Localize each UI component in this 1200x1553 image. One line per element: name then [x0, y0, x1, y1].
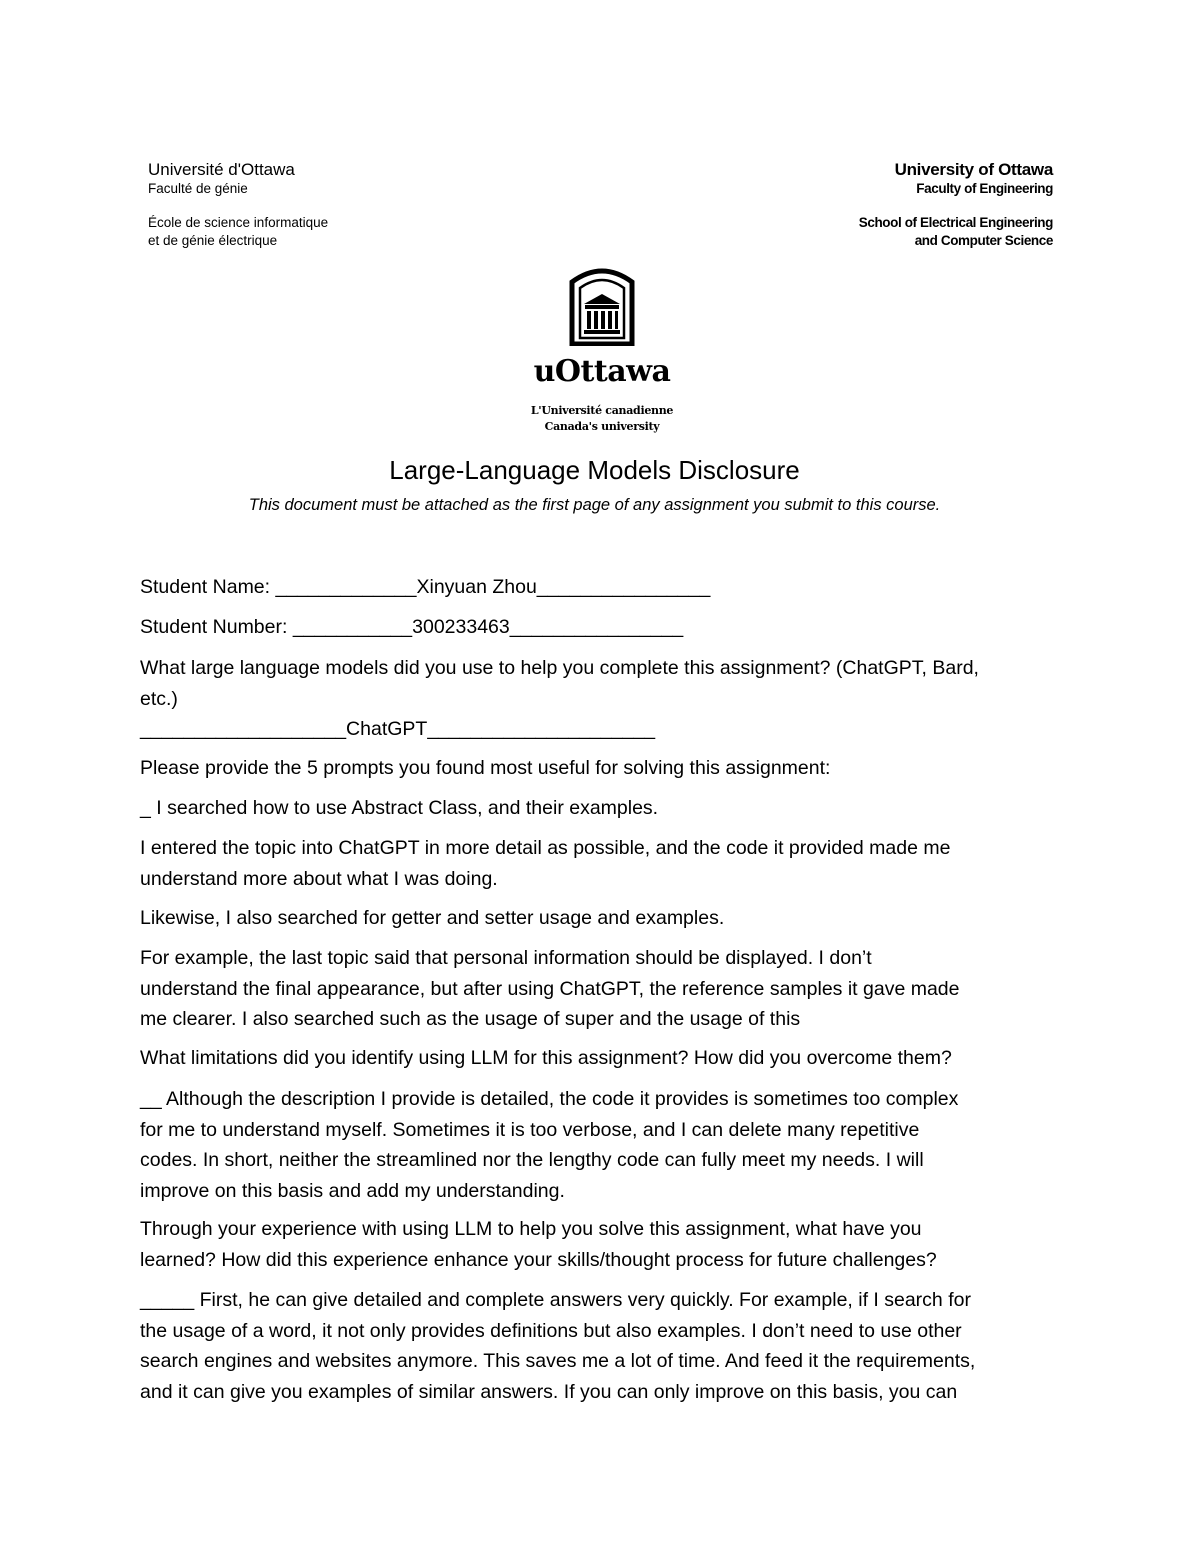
faculty-name-fr: Faculté de génie [148, 181, 248, 196]
answer-line: search engines and websites anymore. This saves me a lot of time. And feed it the requirements, [140, 1350, 976, 1372]
answer-line: codes. In short, neither the streamlined nor the lengthy code can fully meet my needs. I will [140, 1149, 924, 1171]
student-name-field: Student Name: _____________Xinyuan Zhou________________ [140, 576, 711, 598]
question-limitations: What limitations did you identify using LLM for this assignment? How did you overcome them? [140, 1047, 952, 1069]
prompt-item: _ I searched how to use Abstract Class, and their examples. [140, 797, 659, 819]
prompt-item: Likewise, I also searched for getter and setter usage and examples. [140, 907, 725, 929]
question-line: Through your experience with using LLM to help you solve this assignment, what have you [140, 1218, 922, 1240]
prompts-heading: Please provide the 5 prompts you found most useful for solving this assignment: [140, 757, 831, 779]
answer-line: ___________________ChatGPT_____________________ [140, 718, 656, 740]
prompt-line: me clearer. I also searched such as the usage of super and the usage of this [140, 1008, 801, 1030]
answer-line: improve on this basis and add my understanding. [140, 1179, 565, 1202]
question-line: etc.) [140, 687, 178, 710]
school-name-fr-line2: et de génie électrique [148, 233, 278, 248]
header-right-english [859, 160, 1053, 250]
answer-line: _____ First, he can give detailed and complete answers very quickly. For example, if I search for [140, 1289, 971, 1311]
university-name-en: University of Ottawa [894, 160, 1053, 179]
answer-learned [140, 1285, 1070, 1407]
prompt-item [140, 833, 1070, 894]
uottawa-wordmark: uOttawa [533, 354, 671, 389]
page-subtitle: This document must be attached as the first page of any assignment you submit to this course. [248, 496, 941, 514]
prompt-item [140, 943, 1070, 1035]
school-name-fr-line1: École de science informatique [148, 215, 329, 230]
student-number-field: Student Number: ___________300233463________________ [140, 616, 684, 638]
prompt-line: For example, the last topic said that personal information should be displayed. I don’t [140, 947, 872, 969]
university-name-fr: Université d'Ottawa [148, 160, 295, 179]
answer-line: for me to understand myself. Sometimes it is too verbose, and I can delete many repetitive [140, 1118, 920, 1141]
prompt-line: I entered the topic into ChatGPT in more detail as possible, and the code it provided made me [140, 837, 951, 859]
question-line: What large language models did you use to help you complete this assignment? (ChatGPT, Bard, [140, 657, 979, 679]
school-name-en-line2: and Computer Science [914, 233, 1053, 248]
school-name-en-line1: School of Electrical Engineering [858, 215, 1053, 230]
answer-line: and it can give you examples of similar answers. If you can only improve on this basis, you can [140, 1380, 958, 1403]
answer-line: the usage of a word, it not only provides definitions but also examples. I don’t need to use other [140, 1319, 962, 1342]
question-learned [140, 1214, 1070, 1275]
tagline-french: L'Université canadienne [530, 404, 674, 417]
faculty-name-en: Faculty of Engineering [916, 181, 1053, 196]
answer-line: __ Although the description I provide is detailed, the code it provides is sometimes too complex [140, 1088, 959, 1110]
header-left-french [148, 160, 328, 250]
uottawa-building-icon [560, 262, 644, 346]
question-llms-used [140, 653, 1070, 745]
prompt-line: understand more about what I was doing. [140, 867, 498, 890]
question-line: learned? How did this experience enhance your skills/thought process for future challenges? [140, 1248, 937, 1271]
answer-limitations [140, 1084, 1070, 1206]
tagline-english: Canada's university [544, 420, 660, 433]
prompt-line: understand the final appearance, but after using ChatGPT, the reference samples it gave made [140, 977, 960, 1000]
page-title: Large-Language Models Disclosure [389, 455, 800, 485]
